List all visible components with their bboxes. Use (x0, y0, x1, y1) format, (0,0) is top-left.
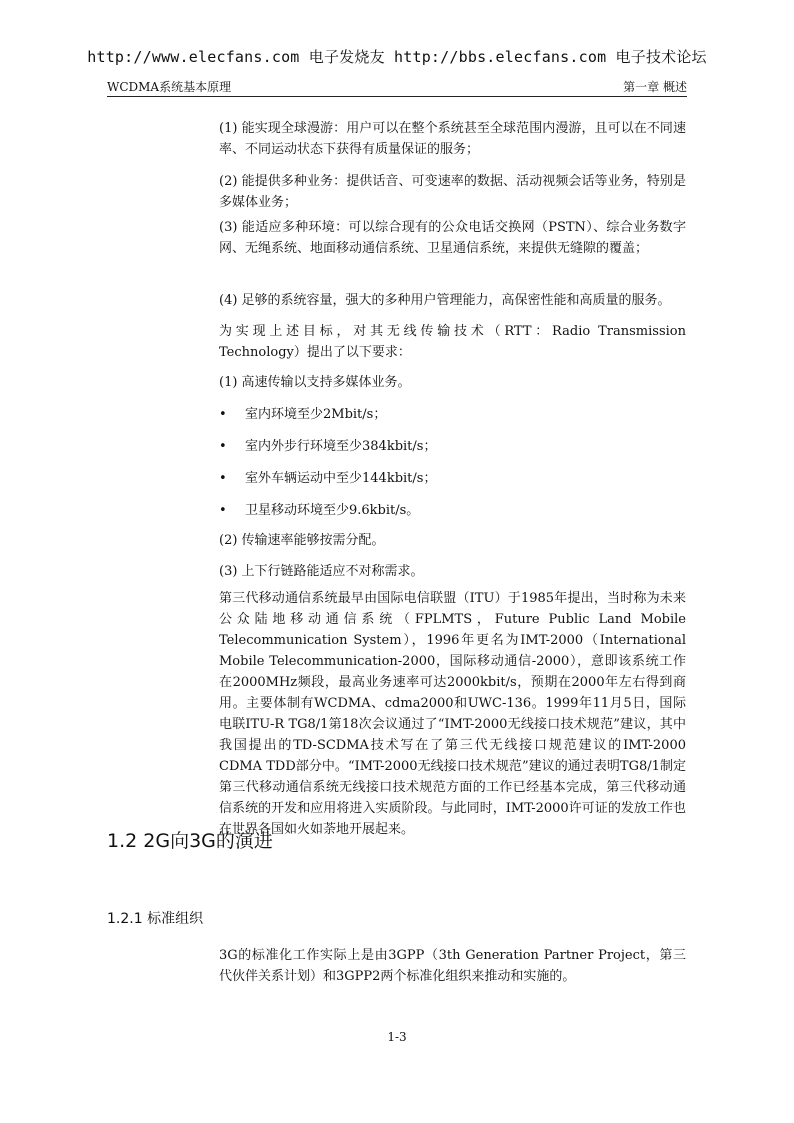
paragraph-text: (1) 高速传输以支持多媒体业务。 (219, 375, 411, 390)
list-item-text: 室内环境至少2Mbit/s； (245, 407, 387, 422)
paragraph-multi-services (219, 171, 686, 213)
paragraph-asymmetric-links (219, 561, 686, 582)
document-title: WCDMA系统基本原理 (107, 80, 232, 94)
paragraph-text: 为实现上述目标，对其无线传输技术（RTT：Radio Transmission Technology）提出了以下要求： (219, 324, 686, 360)
paragraph-text: (1) 能实现全球漫游：用户可以在整个系统甚至全球范围内漫游，且可以在不同速率、不同运动状态下获得有质量保证的服务； (219, 121, 686, 157)
paragraph-rtt-requirements (219, 321, 686, 363)
bullet-icon: • (219, 471, 227, 486)
bullet-icon: • (219, 439, 227, 454)
list-item-text: 室外车辆运动中至少144kbit/s； (245, 471, 437, 486)
chapter-title: 第一章 概述 (623, 80, 687, 94)
list-item-text: 室内外步行环境至少384kbit/s； (245, 439, 437, 454)
bullet-icon: • (219, 503, 227, 518)
paragraph-text: 3G的标准化工作实际上是由3GPP（3th Generation Partner Project，第三代伙伴关系计划）和3GPP2两个标准化组织来推动和实施的。 (219, 948, 686, 984)
paragraph-3gpp (219, 945, 686, 987)
paragraph-multi-environments (219, 217, 686, 259)
paragraph-high-speed (219, 372, 686, 393)
site-banner: http://www.elecfans.com 电子发烧友 http://bbs.elecfans.com 电子技术论坛 (87, 48, 707, 66)
paragraph-text: 第三代移动通信系统最早由国际电信联盟（ITU）于1985年提出，当时称为未来公众陆地移动通信系统（FPLMTS，Future Public Land Mobile Telecommunication System），1996年更名为IMT-2000（International Mobile Telecommunication-2000，国际移动通信-2000），意即该系统工作在2000MHz频段，最高业务速率可达2000kbit/s，预期在2000年左右得到商用。主要体制有WCDMA、cdma2000和UWC-136。1999年11月5日，国际电联ITU-R TG8/1第18次会议通过了“IMT-2000无线接口技术规范”建议，其中我国提出的TD-SCDMA技术写在了第三代无线接口规范建议的IMT-2000 CDMA TDD部分中。“IMT-2000无线接口技术规范”建议的通过表明TG8/1制定第三代移动通信系统无线接口技术规范方面的工作已经基本完成，第三代移动通信系统的开发和应用将进入实质阶段。与此同时，IMT-2000许可证的发放工作也在世界各国如火如荼地开展起来。 (219, 591, 686, 837)
paragraph-text: (2) 传输速率能够按需分配。 (219, 533, 385, 548)
running-header (107, 78, 687, 97)
page-number: 1-3 (387, 1030, 407, 1044)
bullet-icon: • (219, 407, 227, 422)
section-heading: 1.2 2G向3G的演进 (107, 830, 273, 852)
paragraph-rate-allocation (219, 530, 686, 551)
paragraph-text: (4) 足够的系统容量，强大的多种用户管理能力，高保密性能和高质量的服务。 (219, 293, 671, 308)
paragraph-text: (3) 上下行链路能适应不对称需求。 (219, 564, 424, 579)
subsection-heading: 1.2.1 标准组织 (107, 911, 204, 927)
list-item-text: 卫星移动环境至少9.6kbit/s。 (245, 503, 420, 518)
paragraph-text: (3) 能适应多种环境：可以综合现有的公众电话交换网（PSTN）、综合业务数字网、无绳系统、地面移动通信系统、卫星通信系统，来提供无缝隙的覆盖； (219, 220, 686, 256)
paragraph-text: (2) 能提供多种业务：提供话音、可变速率的数据、活动视频会话等业务，特别是多媒体业务； (219, 174, 686, 210)
paragraph-imt2000-history (219, 588, 686, 840)
paragraph-global-roaming (219, 118, 686, 160)
paragraph-system-capacity (219, 290, 686, 311)
